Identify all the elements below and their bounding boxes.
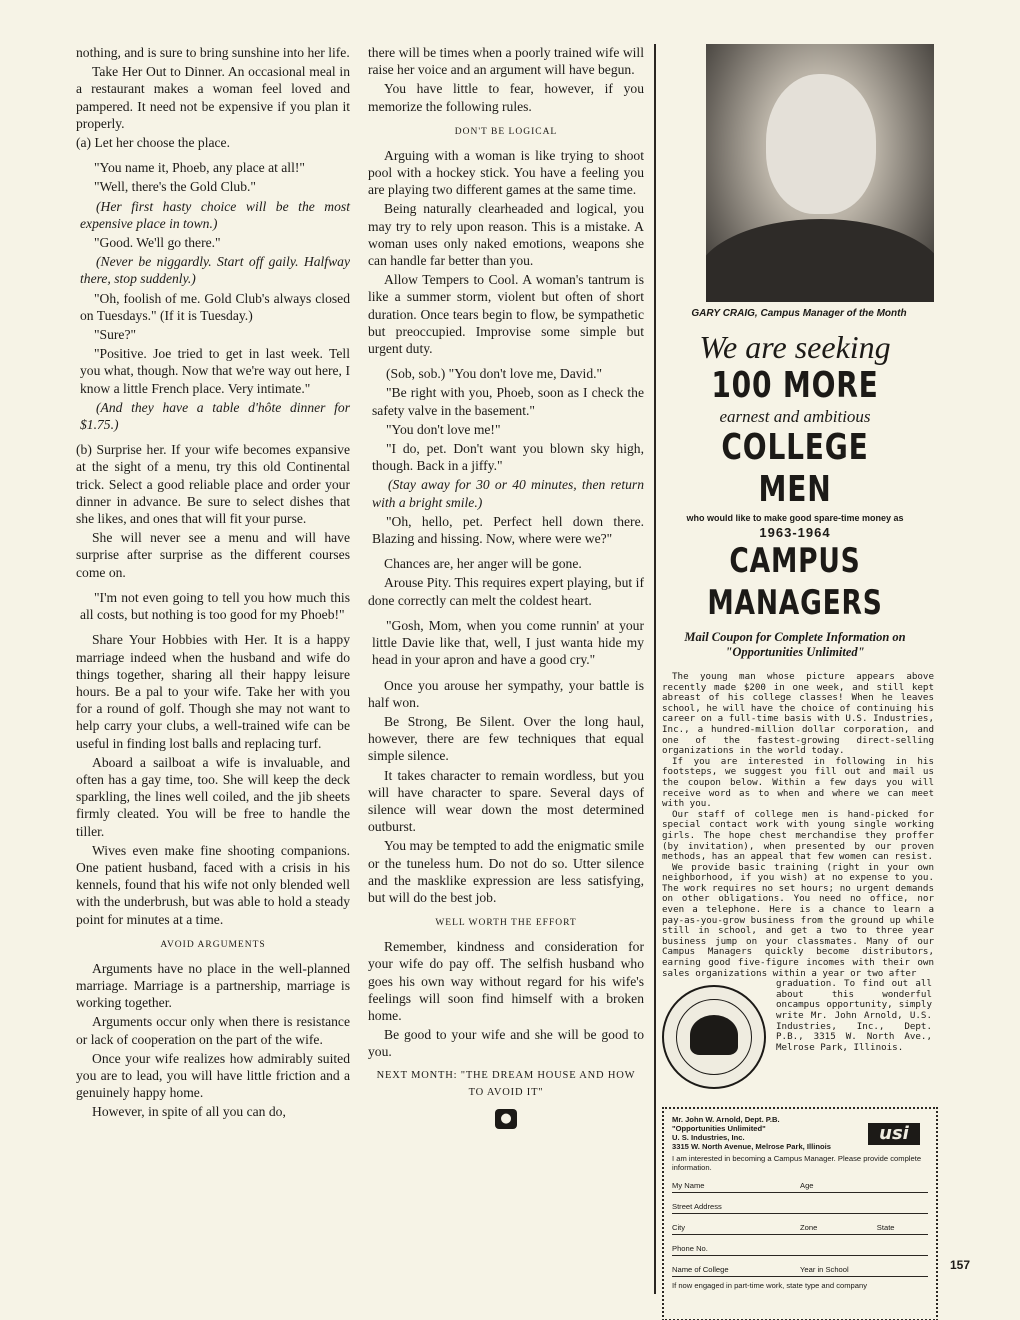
- article-body-2a: [368, 44, 644, 115]
- paragraph: "Gosh, Mom, when you come runnin' at your little Davie like that, well, I just wanta hide my head in your apron and have a good cry.": [372, 617, 644, 668]
- paragraph: "I do, pet. Don't want you blown sky high, though. Back in a jiffy.": [372, 441, 644, 474]
- ad-column: [650, 44, 940, 1320]
- ad-wrapped-copy: graduation. To find out all about this wonderful oncampus opportunity, simply write Mr. John Arnold, U.S. Industries, Inc., Dept. P.B., 3315 W. North Ave., Melrose Park, Illinois.: [776, 978, 932, 1053]
- usi-logo: usi: [868, 1123, 920, 1145]
- paragraph: Arguments have no place in the well-planned marriage. Marriage is a partnership, marriage is working together.: [76, 960, 350, 1011]
- coupon-field-label: State: [876, 1223, 895, 1233]
- ad-subhead-earnest: earnest and ambitious: [719, 407, 871, 426]
- coupon-address-line: 3315 W. North Avenue, Melrose Park, Illinois: [672, 1142, 831, 1152]
- paragraph: "Oh, foolish of me. Gold Club's always closed on Tuesdays." (If it is Tuesday.): [80, 290, 350, 323]
- paragraph: "Oh, hello, pet. Perfect hell down there. Blazing and hissing. Now, where were we?": [372, 513, 644, 547]
- paragraph: "Be right with you, Phoeb, soon as I check the safety valve in the basement.": [372, 385, 644, 418]
- coupon-field-label: Year in School: [800, 1265, 849, 1275]
- paragraph: However, in spite of all you can do,: [92, 1104, 286, 1120]
- article-body-1-end: [76, 960, 350, 1121]
- coupon-note: I am interested in becoming a Campus Manager. Please provide complete information.: [672, 1154, 922, 1173]
- paragraph: Take Her Out to Dinner. An occasional meal in a restaurant makes a woman feel loved and pampered. It need not be expensive if you plan it properly.: [76, 64, 350, 131]
- paragraph: Be good to your wife and she will be good to you.: [368, 1027, 644, 1060]
- paragraph: "I'm not even going to tell you how much this all costs, but nothing is too good for my Phoeb!": [80, 589, 350, 623]
- coupon-address-line: "Opportunities Unlimited": [672, 1124, 766, 1134]
- coupon-field-label: Street Address: [672, 1202, 722, 1212]
- paragraph: (Sob, sob.) "You don't love me, David.": [386, 366, 603, 382]
- paragraph: You may be tempted to add the enigmatic smile or the tuneless hum. Do not do so. Utter silence and the masklike expression are less satisfying, but will do the best job.: [368, 838, 644, 905]
- paragraph: "You name it, Phoeb, any place at all!": [94, 160, 305, 176]
- coupon-field-label: Age: [800, 1181, 814, 1191]
- coupon-field-label: City: [672, 1223, 686, 1233]
- paragraph: (Stay away for 30 or 40 minutes, then return with a bright smile.): [372, 477, 644, 510]
- portrait-suit: [706, 219, 934, 302]
- next-month-teaser: NEXT MONTH: "THE DREAM HOUSE AND HOW TO AVOID IT": [376, 1069, 636, 1098]
- paragraph: "Positive. Joe tried to get in last week. Tell you what, though. Now that we're way out here, I know a little French place. Very intimate.": [80, 346, 350, 396]
- photo-caption: GARY CRAIG, Campus Manager of the Month: [691, 308, 907, 319]
- paragraph: Arguing with a woman is like trying to shoot pool with a hockey stick. You have a feeling you are playing two different games at the same time.: [368, 147, 644, 198]
- paragraph: Remember, kindness and consideration for your wife do pay off. The selfish husband who goes his own way without regard for his wife's feelings will soon find himself with a broken home.: [368, 939, 644, 1023]
- paragraph: Once your wife realizes how admirably suited you are to lead, you will have little friction and a genuinely happy home.: [76, 1050, 350, 1101]
- paragraph: Aboard a sailboat a wife is invaluable, and often has a gay time, too. She will keep the deck sparkling, the lines well coiled, and the jib sheets firmly cleated. You will be free to handle the tiller.: [76, 754, 350, 839]
- paragraph: "Well, there's the Gold Club.": [94, 179, 256, 195]
- ad-headline-college-men: COLLEGE MEN: [721, 427, 869, 510]
- coupon-field-row[interactable]: [672, 1193, 928, 1214]
- article-body-1: [76, 44, 350, 928]
- section-heading-avoid-arguments: AVOID ARGUMENTS: [160, 939, 266, 950]
- ad-headline-100-more: 100 MORE: [711, 365, 879, 406]
- paragraph: Be Strong, Be Silent. Over the long haul, however, there are few techniques that equal simple silence.: [368, 713, 644, 764]
- coupon-fields: [672, 1172, 928, 1277]
- paragraph: You have little to fear, however, if you memorize the following rules.: [368, 81, 644, 114]
- ad-paragraph: Our staff of college men is hand-picked for special contact work with young single working girls. The hope chest merchandise they proffer (by invitation), when presented by our proven methods, has an appeal that few women can resist.: [662, 808, 934, 863]
- section-heading-dont-be-logical: DON'T BE LOGICAL: [454, 126, 558, 137]
- ad-years: 1963-1964: [759, 525, 831, 540]
- ad-headline-campus-managers: CAMPUS MANAGERS: [707, 541, 883, 623]
- coupon-field-label: Zone: [800, 1223, 818, 1233]
- paragraph: Allow Tempers to Cool. A woman's tantrum is like a summer storm, violent but often of short duration. Once tears begin to flow, be sympathetic but preoccupied. Improvise some simple but urgent duty.: [368, 272, 644, 357]
- coupon-field-label: My Name: [672, 1181, 705, 1191]
- paragraph: Arouse Pity. This requires expert playing, but if done correctly can melt the coldest heart.: [368, 575, 644, 608]
- paragraph: "You don't love me!": [386, 421, 501, 437]
- eagle-icon: [690, 1015, 738, 1055]
- paragraph: there will be times when a poorly trained wife will raise her voice and an argument will have begun.: [368, 45, 644, 78]
- paragraph: Arguments occur only when there is resistance or lack of cooperation on the part of the wife.: [76, 1014, 350, 1047]
- paragraph: It takes character to remain wordless, but you will have character to spare. Several days of silence will wear down the most determined outburst.: [368, 767, 644, 835]
- coupon-field-row[interactable]: [672, 1256, 928, 1277]
- ad-paragraph: If you are interested in following in his footsteps, we suggest you fill out and mail us the coupon below. Within a few days you will receive word as to when and where we can meet with you.: [662, 755, 934, 810]
- paragraph: (a) Let her choose the place.: [76, 135, 230, 151]
- article-column-2: [368, 44, 644, 1129]
- article-column-1: [76, 44, 350, 1123]
- paragraph: (Her first hasty choice will be the most expensive place in town.): [80, 198, 350, 231]
- coupon-field-row[interactable]: [672, 1214, 928, 1235]
- paragraph: (b) Surprise her. If your wife becomes expansive at the sight of a menu, try this old Continental trick. Select a good reliable place and order your dinner in advance. Be sure to select dishes that she likes, and ones that will fit your purse.: [76, 442, 350, 527]
- coupon-footer: If now engaged in part-time work, state type and company: [672, 1281, 868, 1291]
- ad-mail-coupon-line: Mail Coupon for Complete Information on "Opportunities Unlimited": [684, 630, 906, 659]
- paragraph: Wives even make fine shooting companions. One patient husband, faced with a crisis in his kennels, found that his wife not only blended well with the underbrush, but was able to hold a steady point for minutes at a time.: [76, 842, 350, 927]
- page-number: 157: [949, 1258, 970, 1272]
- association-seal-icon: [662, 985, 766, 1089]
- paragraph: (Never be niggardly. Start off gaily. Halfway there, stop suddenly.): [80, 254, 350, 287]
- coupon-address-line: Mr. John W. Arnold, Dept. P.B.: [672, 1115, 780, 1125]
- paragraph: Being naturally clearheaded and logical, you may try to rely upon reason. This is a mistake. A woman uses only naked emotions, weapons she can handle far better than you.: [368, 201, 644, 269]
- article-body-2c: [368, 938, 644, 1060]
- ad-body-copy: [650, 672, 940, 979]
- coupon-field-label: Name of College: [672, 1265, 729, 1275]
- coupon-field-row[interactable]: [672, 1172, 928, 1193]
- paragraph: Share Your Hobbies with Her. It is a happy marriage indeed when the husband and wife do things together, sharing all their happy leisure hours. Be a pal to your wife. Take her with you for a round of golf. Though she may not want to help carry your clubs, a well-trained wife can be useful in finding lost balls and replacing turf.: [76, 632, 350, 751]
- article-body-2b: [368, 147, 644, 906]
- portrait-head: [766, 74, 876, 214]
- paragraph: "Sure?": [94, 327, 137, 343]
- paragraph: Once you arouse her sympathy, your battle is half won.: [368, 677, 644, 710]
- paragraph: nothing, and is sure to bring sunshine into her life.: [76, 45, 350, 60]
- paragraph: (And they have a table d'hôte dinner for $1.75.): [80, 399, 350, 433]
- portrait-photo: [706, 44, 934, 302]
- ad-subhead-spare-time: who would like to make good spare-time money as: [686, 513, 904, 523]
- paragraph: She will never see a menu and will have surprise after surprise as the different courses come on.: [76, 530, 350, 580]
- coupon-field-label: Phone No.: [672, 1244, 708, 1254]
- mail-coupon[interactable]: [662, 1107, 938, 1320]
- section-heading-well-worth: WELL WORTH THE EFFORT: [435, 918, 577, 929]
- paragraph: "Good. We'll go there.": [94, 235, 221, 251]
- ad-seal-block: [650, 979, 940, 1097]
- coupon-address-line: U. S. Industries, Inc.: [672, 1133, 745, 1143]
- ad-paragraph: The young man whose picture appears above recently made $200 in one week, and still kept abreast of his college classes! When he leaves school, he will have the choice of continuing his career on a full-time basis with U.S. Industries, Inc., a hundred-million dollar corporation, and one of the fastest-growing direct-selling organizations in the world today.: [662, 671, 934, 757]
- bunny-end-mark-icon: ●: [495, 1109, 517, 1129]
- ad-headline-seeking: We are seeking: [699, 329, 891, 365]
- coupon-field-row[interactable]: [672, 1235, 928, 1256]
- ad-paragraph: We provide basic training (right in your own neighborhood, if you wish) at no expense to you. The work requires no set hours; no urgent demands on other obligations. You need no office, nor even a telephone. Here is a chance to learn a pay-as-you-grow business from the ground up while still in school, and get a two to three year business jump on your classmates. Many of our Campus Managers quickly become distributors, earning good five-figure incomes with their own sales organizations within a year or two after: [662, 861, 934, 979]
- paragraph: Chances are, her anger will be gone.: [384, 556, 582, 572]
